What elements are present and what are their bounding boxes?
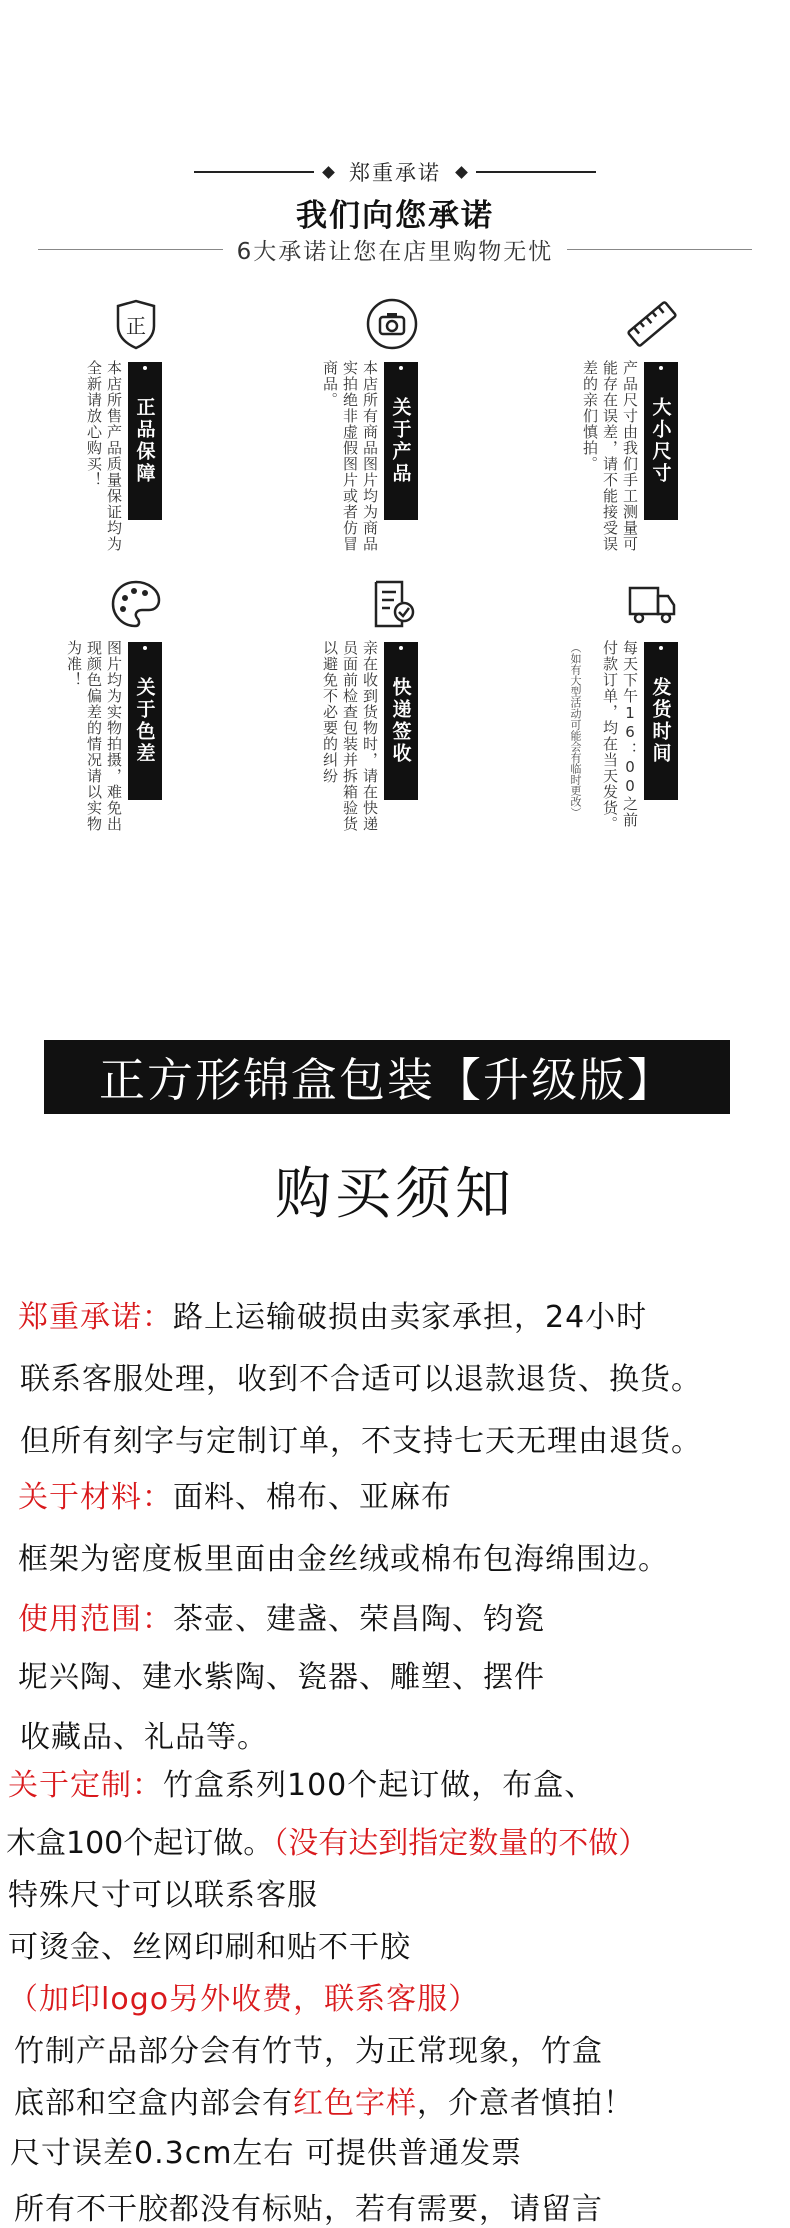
promise-label: 正品保障 bbox=[128, 362, 162, 520]
promise-desc: 亲在收到货物时，请在快递员面前检查包装并拆箱验货以避免不必要的纠纷 bbox=[321, 640, 379, 832]
promise-card-genuine bbox=[64, 296, 264, 552]
notice-line-3: 但所有刻字与定制订单，不支持七天无理由退货。 bbox=[20, 1424, 702, 1459]
notice-warning: （没有达到指定数量的不做） bbox=[273, 1826, 649, 1861]
header-top-label: 郑重承诺 bbox=[349, 161, 441, 185]
label-dot bbox=[659, 366, 663, 370]
notice-line-5: 框架为密度板里面由金丝绒或棉布包海绵围边。 bbox=[18, 1542, 669, 1577]
diamond-icon bbox=[455, 166, 468, 179]
notice-line-8: 收藏品、礼品等。 bbox=[20, 1720, 268, 1755]
packaging-banner: 正方形锦盒包装【升级版】 bbox=[44, 1040, 730, 1114]
label-dot bbox=[399, 646, 403, 650]
notice-line-11: 特殊尺寸可以联系客服 bbox=[8, 1878, 318, 1913]
notice-text: 面料、棉布、亚麻布 bbox=[173, 1480, 452, 1515]
promise-card-product bbox=[320, 296, 520, 552]
notice-line-15 bbox=[14, 2078, 634, 2122]
promise-desc: 本店所有商品图片均为商品实拍绝非虚假图片或者仿冒商品。 bbox=[321, 360, 379, 552]
promise-desc: 本店所售产品质量保证均为全新请放心购买！ bbox=[85, 360, 123, 552]
promise-label: 快递签收 bbox=[384, 642, 418, 800]
notice-key: 郑重承诺： bbox=[18, 1300, 173, 1335]
header-title: 我们向您承诺 bbox=[296, 198, 494, 234]
svg-text:正: 正 bbox=[126, 314, 146, 338]
notice-key: 关于材料： bbox=[18, 1480, 173, 1515]
promise-card-shipping bbox=[569, 576, 780, 832]
notice-line-6 bbox=[18, 1594, 545, 1638]
promise-note: （如有大型活动可能会有临时更改） bbox=[569, 642, 582, 818]
checklist-icon bbox=[364, 576, 420, 632]
notice-line-4 bbox=[18, 1472, 452, 1516]
label-dot bbox=[399, 366, 403, 370]
notice-line-13: （加印logo另外收费，联系客服） bbox=[8, 1982, 480, 2017]
notice-text: ，介意者慎拍！ bbox=[417, 2086, 634, 2121]
notice-line-14: 竹制产品部分会有竹节，为正常现象，竹盒 bbox=[14, 2034, 603, 2069]
notice-line-12: 可烫金、丝网印刷和贴不干胶 bbox=[8, 1930, 411, 1965]
notice-key: 关于定制： bbox=[8, 1768, 163, 1803]
ruler-icon bbox=[624, 296, 680, 352]
notice-text: 路上运输破损由卖家承担，24小时 bbox=[173, 1300, 648, 1335]
truck-icon bbox=[624, 576, 680, 632]
notice-text: 竹盒系列100个起订做，布盒、 bbox=[163, 1768, 596, 1803]
notice-line-9 bbox=[8, 1760, 595, 1804]
notice-line-1 bbox=[18, 1292, 647, 1336]
label-dot bbox=[659, 646, 663, 650]
promise-card-delivery bbox=[320, 576, 520, 832]
diamond-icon bbox=[322, 166, 335, 179]
promise-card-size bbox=[580, 296, 780, 552]
header-divider-left bbox=[194, 171, 314, 173]
camera-icon bbox=[364, 296, 420, 352]
palette-icon bbox=[108, 576, 164, 632]
promise-label: 发货时间 bbox=[644, 642, 678, 800]
notice-line-7: 坭兴陶、建水紫陶、瓷器、雕塑、摆件 bbox=[18, 1660, 545, 1695]
notice-text: 茶壶、建盏、荣昌陶、钧瓷 bbox=[173, 1602, 545, 1637]
notice-line-2: 联系客服处理，收到不合适可以退款退货、换货。 bbox=[20, 1362, 702, 1397]
header-subtitle-row bbox=[0, 232, 790, 266]
notice-text: 底部和空盒内部会有 bbox=[14, 2086, 293, 2121]
label-dot bbox=[143, 366, 147, 370]
notice-highlight: 红色字样 bbox=[293, 2086, 417, 2121]
notice-line-16: 尺寸误差0.3cm左右 可提供普通发票 bbox=[10, 2136, 522, 2171]
promise-desc: 每天下午16：00之前付款订单，均在当天发货。 bbox=[601, 640, 639, 832]
promise-card-color bbox=[64, 576, 264, 832]
label-dot bbox=[143, 646, 147, 650]
promise-desc: 图片均为实物拍摄，难免出现颜色偏差的情况请以实物为准！ bbox=[65, 640, 123, 832]
promise-label: 大小尺寸 bbox=[644, 362, 678, 520]
header-subtitle: 6大承诺让您在店里购物无忧 bbox=[236, 238, 554, 265]
subtitle-rule-right bbox=[567, 249, 752, 250]
promise-label: 关于色差 bbox=[128, 642, 162, 800]
header-divider-right bbox=[476, 171, 596, 173]
notice-line-10 bbox=[6, 1818, 648, 1862]
header-top-row bbox=[0, 152, 790, 192]
notice-title: 购买须知 bbox=[275, 1162, 515, 1227]
shield-icon bbox=[108, 296, 164, 352]
notice-key: 使用范围： bbox=[18, 1602, 173, 1637]
promise-label: 关于产品 bbox=[384, 362, 418, 520]
promise-desc: 产品尺寸由我们手工测量可能存在误差，请不能接受误差的亲们慎拍。 bbox=[581, 360, 639, 552]
notice-text: 木盒100个起订做。 bbox=[6, 1826, 274, 1861]
subtitle-rule-left bbox=[38, 249, 223, 250]
notice-line-17: 所有不干胶都没有标贴，若有需要，请留言 bbox=[14, 2192, 603, 2227]
